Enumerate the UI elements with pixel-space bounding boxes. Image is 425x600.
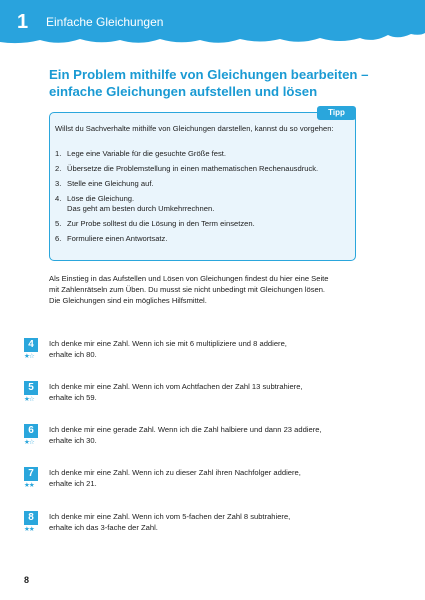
exercise-text-line: Ich denke mir eine gerade Zahl. Wenn ich die Zahl halbiere und dann 23 addiere,: [49, 425, 322, 434]
tipp-step: [55, 234, 350, 244]
difficulty-stars-icon: ★☆: [24, 353, 34, 360]
exercise-text: [49, 339, 349, 360]
intro-line: Die Gleichungen sind ein mögliches Hilfsmittel.: [49, 296, 207, 306]
step-text-line-1: Löse die Gleichung.: [67, 194, 135, 203]
chapter-title: Einfache Gleichungen: [46, 15, 164, 29]
exercise-number-badge: 8: [24, 511, 38, 525]
step-text: Zur Probe solltest du die Lösung in den Term einsetzen.: [67, 219, 255, 228]
exercise-text-line: Ich denke mir eine Zahl. Wenn ich vom Achtfachen der Zahl 13 subtrahiere,: [49, 382, 303, 391]
exercise-text-line: Ich denke mir eine Zahl. Wenn ich vom 5-fachen der Zahl 8 subtrahiere,: [49, 512, 291, 521]
exercise-number-badge: 7: [24, 467, 38, 481]
step-text-line-2: Das geht am besten durch Umkehrrechnen.: [67, 204, 215, 213]
tipp-steps-list: [55, 149, 350, 249]
chapter-header-band: [0, 0, 425, 48]
step-text: Stelle eine Gleichung auf.: [67, 179, 154, 188]
tipp-box: [49, 108, 356, 261]
exercise-text: [49, 425, 349, 446]
step-number: 4.: [55, 194, 62, 203]
intro-paragraph: [49, 273, 365, 307]
tipp-step: [55, 179, 350, 189]
exercise-text-line: erhalte ich 30.: [49, 435, 97, 445]
exercise-number-badge: 6: [24, 424, 38, 438]
step-text: Formuliere einen Antwortsatz.: [67, 234, 168, 243]
step-number: 5.: [55, 219, 62, 228]
exercise-number-badge: 5: [24, 381, 38, 395]
tipp-label: Tipp: [317, 106, 356, 120]
intro-line: mit Zahlenrätseln zum Üben. Du musst sie nicht unbedingt mit Gleichungen lösen.: [49, 285, 326, 295]
chapter-number: 1: [17, 11, 29, 33]
difficulty-stars-icon: ★☆: [24, 396, 34, 403]
difficulty-stars-icon: ★★: [24, 482, 34, 489]
tipp-intro: Willst du Sachverhalte mithilfe von Gleichungen darstellen, kannst du so vorgehen:: [55, 124, 334, 133]
exercise-text-line: erhalte ich 80.: [49, 349, 97, 359]
intro-line: Als Einstieg in das Aufstellen und Lösen von Gleichungen findest du hier eine Seite: [49, 274, 329, 283]
exercise-text-line: Ich denke mir eine Zahl. Wenn ich sie mit 6 multipliziere und 8 addiere,: [49, 339, 287, 348]
step-number: 2.: [55, 164, 62, 173]
tipp-step: [55, 164, 350, 174]
exercise-text: [49, 382, 349, 403]
exercise-text-line: erhalte ich das 3-fache der Zahl.: [49, 522, 158, 532]
step-text: Lege eine Variable für die gesuchte Größe fest.: [67, 149, 227, 158]
tipp-step: [55, 194, 350, 214]
difficulty-stars-icon: ★★: [24, 526, 34, 533]
step-number: 3.: [55, 179, 62, 188]
exercise-text: [49, 512, 349, 533]
exercise-text-line: erhalte ich 21.: [49, 478, 97, 488]
section-heading-line-2: einfache Gleichungen aufstellen und lösen: [49, 84, 318, 99]
exercise-text: [49, 468, 349, 489]
step-text: Übersetze die Problemstellung in einen mathematischen Rechenausdruck.: [67, 164, 319, 173]
step-number: 1.: [55, 149, 62, 158]
tipp-step: [55, 149, 350, 159]
section-heading: [49, 66, 389, 100]
section-heading-line-1: Ein Problem mithilfe von Gleichungen bearbeiten –: [49, 67, 369, 82]
tipp-step: [55, 219, 350, 229]
exercise-text-line: erhalte ich 59.: [49, 392, 97, 402]
exercise-text-line: Ich denke mir eine Zahl. Wenn ich zu dieser Zahl ihren Nachfolger addiere,: [49, 468, 301, 477]
step-number: 6.: [55, 234, 62, 243]
exercise-number-badge: 4: [24, 338, 38, 352]
page-number: 8: [24, 575, 30, 585]
difficulty-stars-icon: ★☆: [24, 439, 34, 446]
